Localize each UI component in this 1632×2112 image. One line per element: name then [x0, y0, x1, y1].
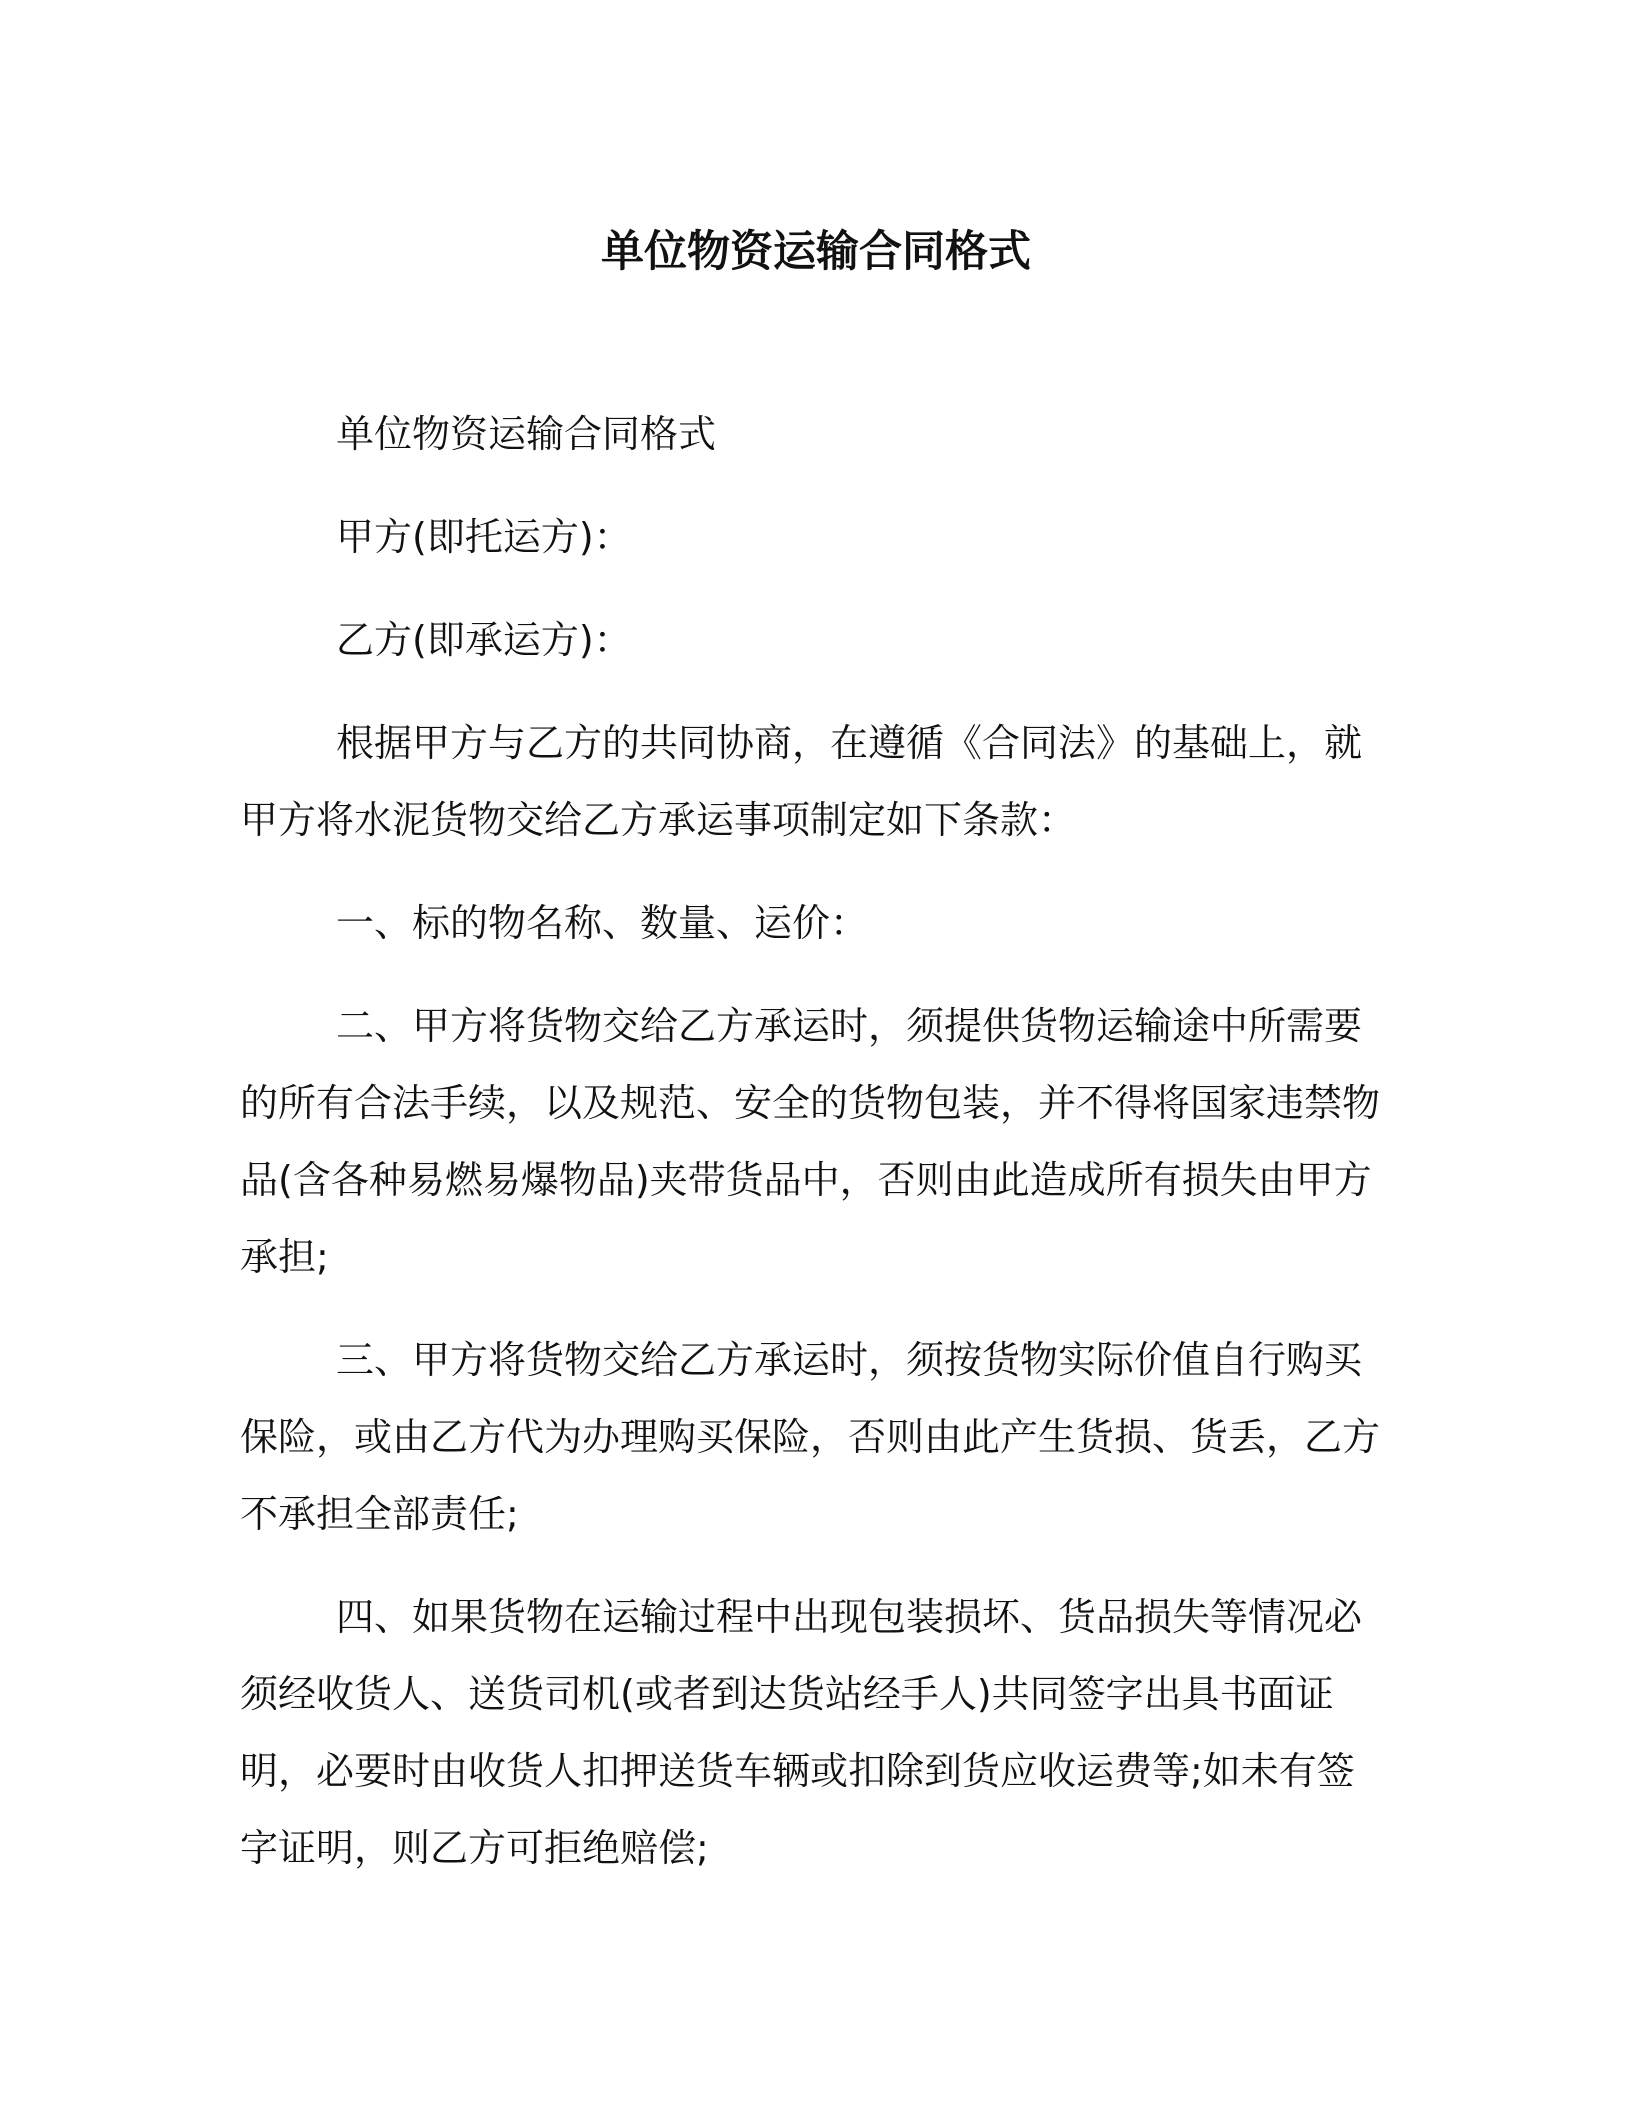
party-a-line: 甲方(即托运方)：: [336, 515, 632, 559]
document-title: 单位物资运输合同格式: [601, 227, 1031, 277]
clause-1: 一、标的物名称、数量、运价：: [336, 901, 869, 945]
clause-4: 四、如果货物在运输过程中出现包装损坏、货品损失等情况必须经收货人、送货司机(或者到达货站经手人)共同签字出具书面证明，必要时由收货人扣押送货车辆或扣除到货应收运费等;如未有签字证明，则乙方可拒绝赔偿;: [240, 1595, 1363, 1870]
preamble-paragraph: 根据甲方与乙方的共同协商，在遵循《合同法》的基础上，就甲方将水泥货物交给乙方承运事项制定如下条款：: [240, 721, 1363, 842]
clause-3: 三、甲方将货物交给乙方承运时，须按货物实际价值自行购买保险，或由乙方代为办理购买保险，否则由此产生货损、货丢，乙方不承担全部责任;: [240, 1338, 1381, 1536]
clause-2: 二、甲方将货物交给乙方承运时，须提供货物运输途中所需要的所有合法手续，以及规范、安全的货物包装，并不得将国家违禁物品(含各种易燃易爆物品)夹带货品中，否则由此造成所有损失由甲方承担;: [240, 1004, 1381, 1279]
document-body: [240, 396, 1390, 1913]
party-b-line: 乙方(即承运方)：: [336, 618, 632, 662]
subtitle-paragraph: 单位物资运输合同格式: [336, 412, 717, 456]
